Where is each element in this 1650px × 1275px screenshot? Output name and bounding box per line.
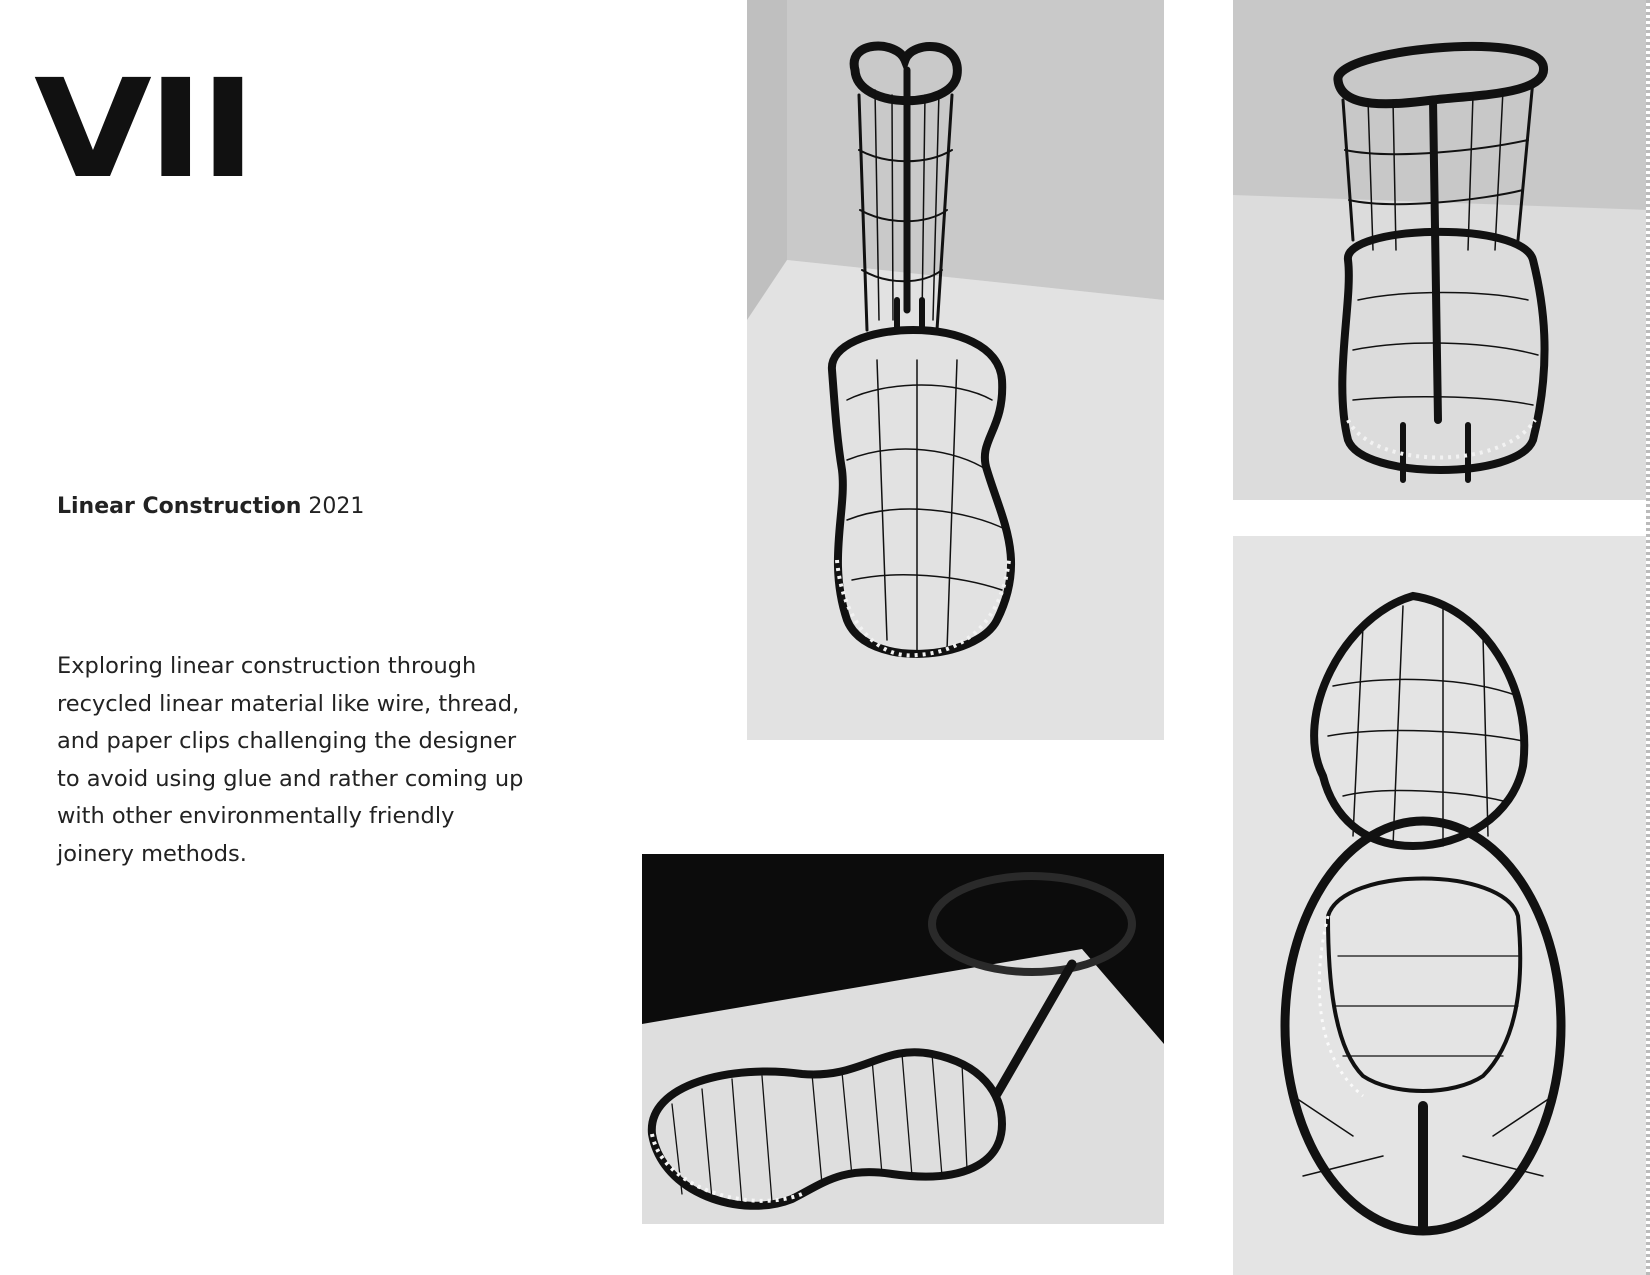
photo-wire-sole-top: [642, 854, 1164, 1224]
project-title: Linear Construction: [57, 494, 302, 519]
photo-wire-boot-front: [747, 0, 1164, 740]
page-edge-strip: [1646, 0, 1650, 1275]
project-title-line: [57, 494, 364, 519]
section-numeral: VII: [34, 51, 252, 209]
photo-wire-boot-overhead: [1233, 536, 1650, 1275]
photo-wire-boot-rear: [1233, 0, 1650, 500]
project-year: 2021: [308, 494, 365, 519]
project-description: Exploring linear construction through recycled linear material like wire, thread, and paper clips challenging the designer to avoid using glue and rather coming up with other environmentally friendly joinery methods.: [57, 653, 524, 867]
